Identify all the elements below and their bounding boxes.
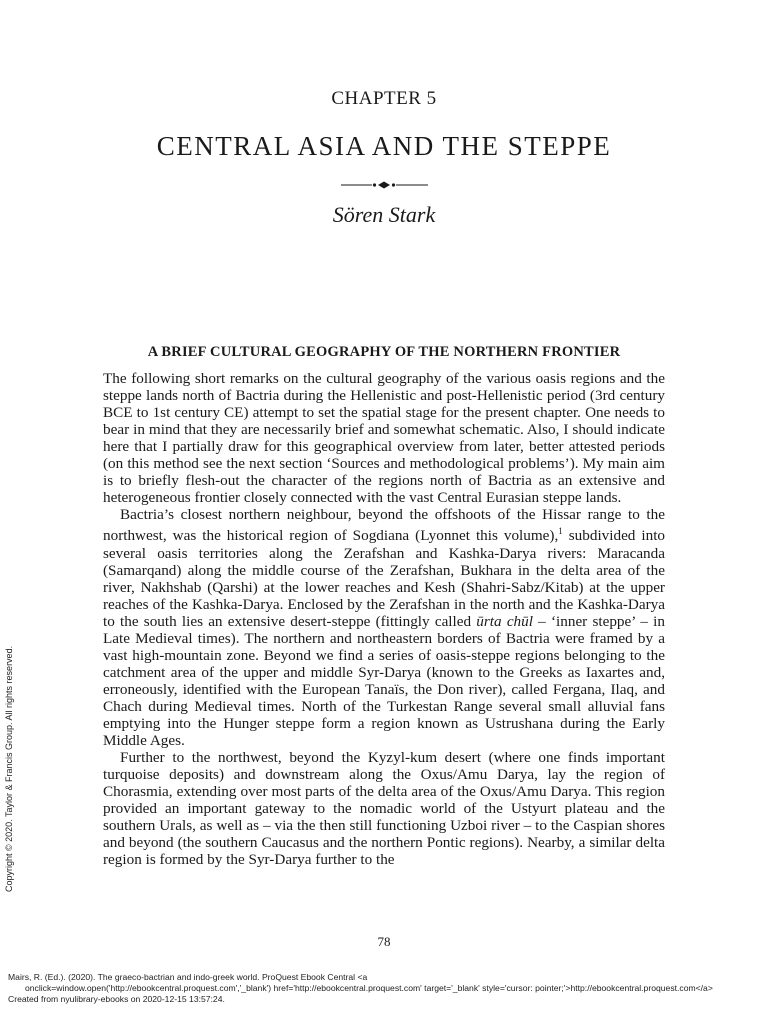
paragraph-3: Further to the northwest, beyond the Kyzyl-kum desert (where one finds important turquoise deposits) and downstream along the Oxus/Amu Darya, lay the region of Chorasmia, extending over most parts of the delta area of the Oxus/Amu Darya. This region provided an important gateway to the nomadic world of the Ustyurt plateau and the southern Urals, as well as – via the then still functioning Uzboi river – to the Caspian shores and beyond (the southern Caucasus and the northern Pontic regions). Nearby, a similar delta region is formed by the Syr-Darya further to the (103, 749, 665, 869)
citation-line-2[interactable]: onclick=window.open('http://ebookcentral.proquest.com','_blank') href='http://ebookcentral.proquest.com' target='_blank' style='cursor: pointer;'>http://ebookcentral.proquest.com</a> (25, 983, 713, 993)
chapter-number: CHAPTER 5 (331, 88, 437, 109)
section-heading: A BRIEF CULTURAL GEOGRAPHY OF THE NORTHERN FRONTIER (147, 344, 621, 360)
sidebar-copyright: Copyright © 2020. Taylor & Francis Group. All rights reserved. (4, 645, 14, 892)
chapter-author: Sören Stark (332, 202, 436, 227)
body-text (103, 370, 665, 868)
citation-footer (8, 972, 768, 1005)
paragraph-2-part-2: subdivided into several oasis territories along the Zerafshan and Kashka-Darya rivers: Maracanda (Samarqand) along the middle course of the Zerafshan, Bukhara in the delta area of the river, Nakhshab (Qarshi) at the lower reaches and Kesh (Shahri-Sabz/Kitab) at the upper reaches of the Kashka-Darya. Enclosed by the Zerafshan in the north and the Kashka-Darya to the south lies an extensive desert-steppe (fittingly called (103, 527, 666, 630)
paragraph-2-italic-term: ūrta chūl (476, 612, 533, 630)
citation-line-1: Mairs, R. (Ed.). (2020). The graeco-bactrian and indo-greek world. ProQuest Ebook Central <a (8, 972, 368, 982)
paragraph-2-part-1: Bactria’s closest northern neighbour, beyond the offshoots of the Hissar range to the northwest, was the historical region of Sogdiana (Lyonnet this volume), (103, 506, 665, 545)
paragraph-2-part-3: – ‘inner steppe’ – in Late Medieval times). The northern and northeastern borders of Bactria were framed by a vast high-mountain zone. Beyond we find a series of oasis-steppe regions belonging to the catchment area of the upper and middle Syr-Darya (known to the Greeks as Iaxartes and, erroneously, identified with the European Tanaïs, the Don river), called Fergana, Ilaq, and Chach during Medieval times. North of the Turkestan Range several small alluvial fans emptying into the Hunger steppe form a region known as Ustrushana during the Early Middle Ages. (103, 612, 665, 750)
page-number: 78 (377, 934, 391, 949)
paragraph-2 (103, 506, 665, 749)
ornament-divider (0, 177, 768, 193)
chapter-title: CENTRAL ASIA AND THE STEPPE (156, 131, 612, 161)
footnote-marker[interactable]: 1 (558, 526, 563, 537)
paragraph-1: The following short remarks on the cultural geography of the various oasis regions and the steppe lands north of Bactria during the Hellenistic and post-Hellenistic period (3rd century BCE to 1st century CE) attempt to set the spatial stage for the present chapter. One needs to bear in mind that they are necessarily brief and somewhat schematic. Also, I should indicate here that I partially draw for this geographical overview from later, better attested periods (on this method see the next section ‘Sources and methodological problems’). My main aim is to briefly flesh-out the character of the regions north of Bactria as an extensive and heterogeneous frontier closely connected with the vast Central Eurasian steppe lands. (103, 370, 665, 507)
citation-line-3: Created from nyulibrary-ebooks on 2020-12-15 13:57:24. (8, 994, 225, 1004)
